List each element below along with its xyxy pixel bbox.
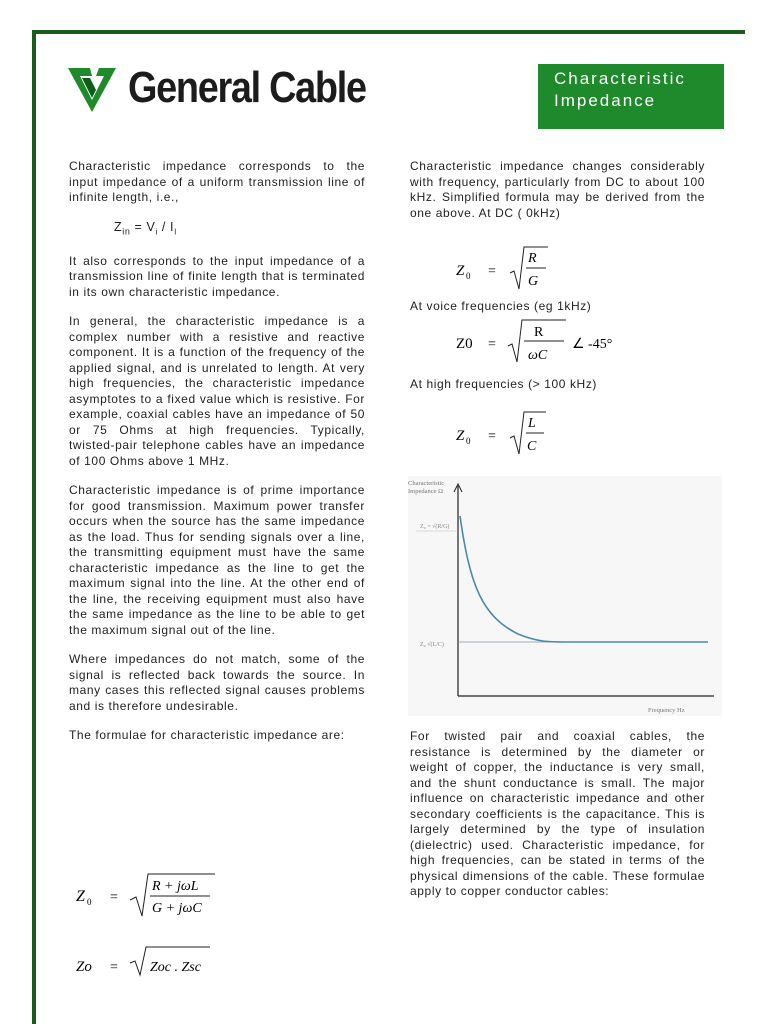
svg-text:R: R — [534, 325, 544, 340]
svg-text:=: = — [110, 960, 118, 975]
general-cable-logo — [66, 60, 404, 116]
right-bottom-text — [410, 729, 705, 914]
svg-text:R + jωL: R + jωL — [152, 879, 199, 894]
document-title-box — [538, 64, 724, 129]
paragraph: For twisted pair and coaxial cables, the resistance is determined by the diameter or weight of copper, the inductance is very small, and the shunt conductance is small. The major influence on characteristic impedance and other secondary coefficients is the capacitance. This is largely determined by the type of insulation (dielectric) used. Characteristic impedance, for high frequencies, can be stated in terms of the physical dimensions of the cable. These formulae apply to copper conductor cables: — [410, 729, 705, 898]
paragraph: It also corresponds to the input impedance of a transmission line of finite length that is terminated in its own characteristic impedance. — [69, 253, 365, 299]
graph-y-label-2: Impedance Ω — [408, 488, 443, 495]
svg-text:Zoc . Zsc: Zoc . Zsc — [150, 960, 201, 975]
svg-text:0: 0 — [466, 436, 471, 446]
title-line-1: Characteristic — [554, 69, 686, 88]
formula-high — [450, 408, 560, 458]
svg-text:∠ -45°: ∠ -45° — [572, 337, 613, 352]
svg-text:=: = — [488, 429, 496, 444]
formula-general — [70, 870, 220, 922]
right-column — [410, 159, 705, 235]
svg-text:G + jωC: G + jωC — [152, 901, 202, 916]
svg-text:Z₀ √(L/C): Z₀ √(L/C) — [420, 642, 444, 648]
title-line-2: Impedance — [554, 91, 657, 110]
svg-text:=: = — [110, 890, 118, 905]
svg-text:Z: Z — [456, 263, 465, 279]
svg-text:0: 0 — [466, 271, 471, 281]
impedance-frequency-graph — [408, 476, 722, 716]
paragraph: Characteristic impedance corresponds to the input impedance of a uniform transmission line of infinite length, i.e., — [69, 159, 365, 204]
paragraph: Characteristic impedance is of prime importance for good transmission. Maximum power transfer occurs when the source has the same impedance as the load. Thus for sending signals over a line, the transmitting equipment must have the same characteristic impedance as the line to get the maximum signal into the line. At the other end of the line, the receiving equipment must also have the same impedance as the line to be able to get the maximum signal out of the line. — [69, 483, 365, 637]
page-border-top — [32, 30, 745, 34]
paragraph: The formulae for characteristic impedance are: — [69, 728, 345, 742]
high-frequency-label: At high frequencies (> 100 kHz) — [410, 377, 598, 391]
svg-text:=: = — [488, 337, 496, 352]
svg-text:L: L — [528, 416, 536, 431]
svg-text:Zo: Zo — [76, 959, 92, 975]
svg-text:ωC: ωC — [528, 348, 548, 363]
svg-text:0: 0 — [87, 897, 92, 907]
svg-text:Z0: Z0 — [456, 336, 473, 352]
paragraph: Where impedances do not match, some of the signal is reflected back towards the source. In many cases this reflected signal causes problems and is therefore undesirable. — [69, 652, 365, 713]
graph-y-label-1: Characteristic — [408, 480, 445, 487]
svg-text:Z₀ = √(R/G): Z₀ = √(R/G) — [420, 524, 450, 530]
svg-text:Z: Z — [456, 428, 465, 444]
formula-dc — [450, 243, 560, 293]
graph-x-label: Frequency Hz — [648, 707, 685, 714]
left-column — [69, 159, 365, 758]
paragraph: Characteristic impedance changes considerably with frequency, particularly from DC to about 100 kHz. Simplified formula may be derived from the one above. At DC ( 0kHz) — [410, 159, 705, 220]
formula-voice — [450, 318, 640, 366]
paragraph: In general, the characteristic impedance is a complex number with a resistive and reactive component. It is a function of the frequency of the applied signal, and is unrelated to length. At very high frequencies, the characteristic impedance asymptotes to a fixed value which is resistive. For example, coaxial cables have an impedance of 50 or 75 Ohms at high frequencies. Typically, twisted-pair telephone cables have an impedance of 100 Ohms above 1 MHz. — [69, 314, 365, 468]
svg-text:C: C — [527, 439, 537, 454]
svg-text:Z: Z — [76, 888, 85, 905]
page-border-left — [32, 30, 36, 1024]
chevron-logo-icon — [66, 62, 118, 114]
svg-text:G: G — [528, 274, 539, 289]
formula-zoc-zsc — [70, 943, 220, 979]
brand-name: General Cable — [128, 63, 366, 112]
voice-frequency-label: At voice frequencies (eg 1kHz) — [410, 299, 592, 313]
svg-text:R: R — [528, 251, 537, 266]
svg-text:=: = — [488, 264, 496, 279]
formula-zin: $Z_{in} = V_i / I_I$ — [114, 219, 177, 236]
